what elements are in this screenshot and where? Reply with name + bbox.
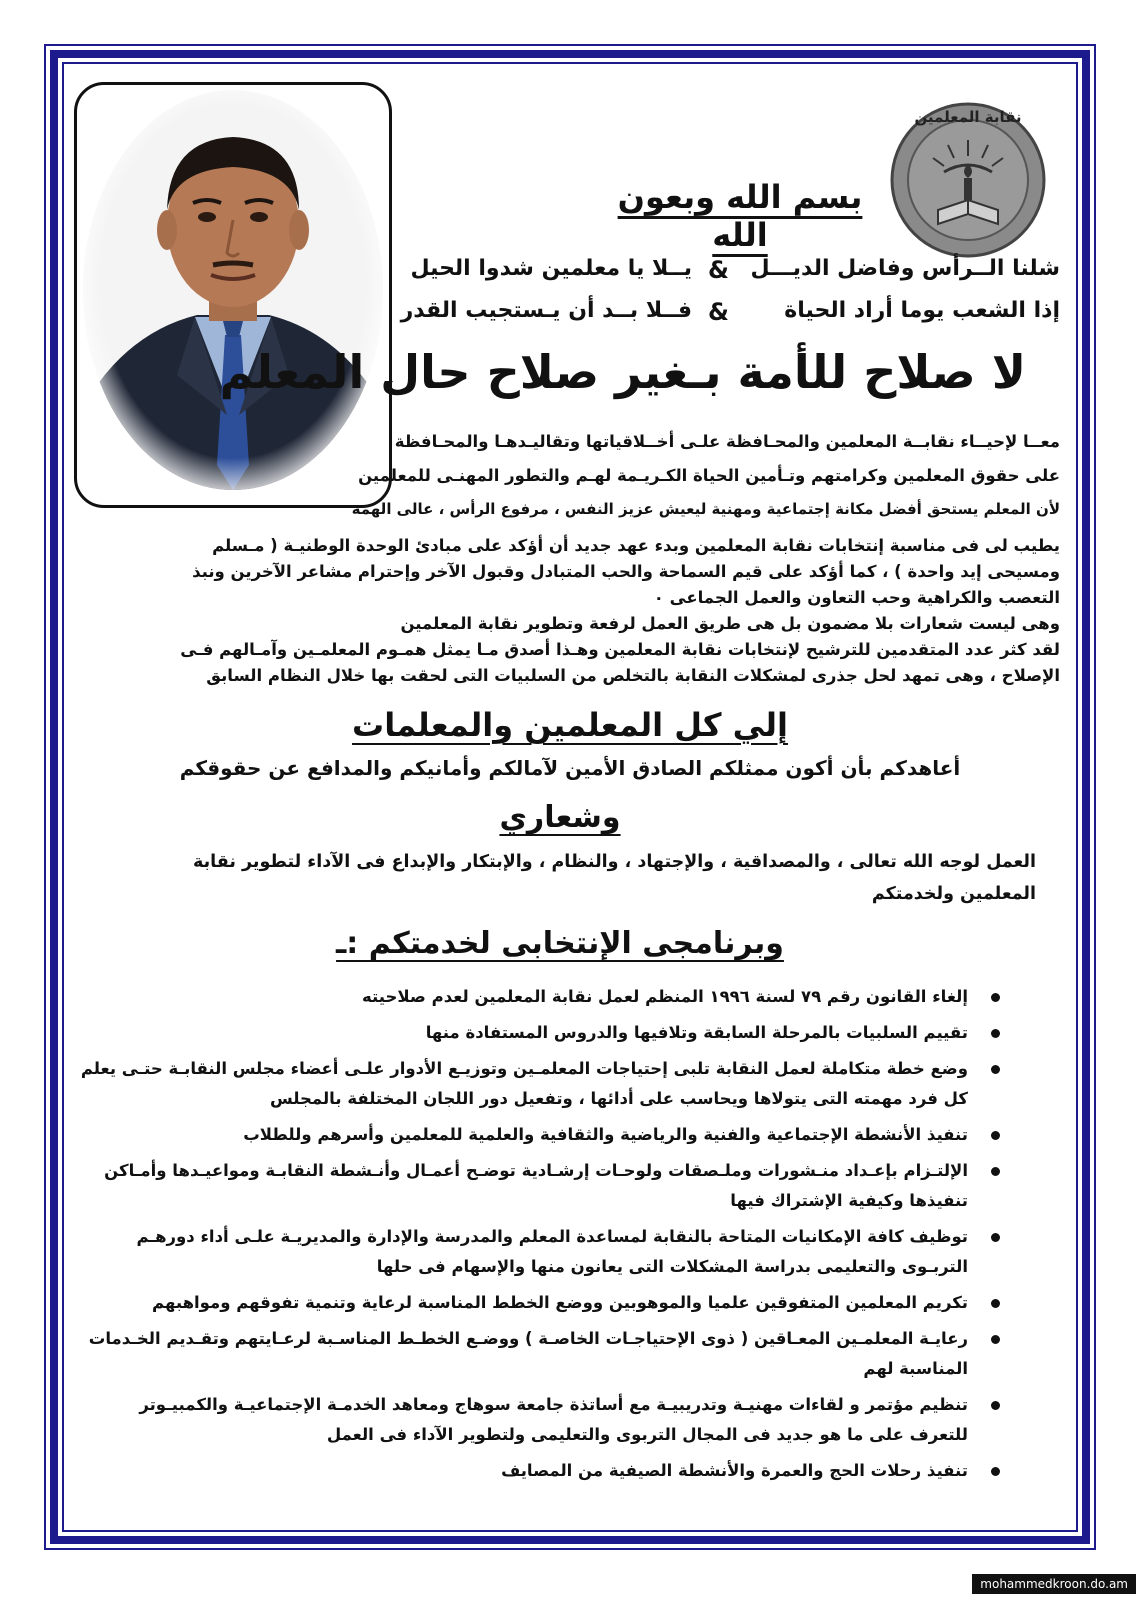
poem-line1-right: شلنا الــرأس وفاضل الديـــل [750, 256, 1060, 281]
intro-line-1: معــا لإحيــاء نقابــة المعلمين والمحـافظة علـى أخــلاقياتها وتقاليـدهـا والمحـافظة [394, 432, 1060, 451]
program-item: إلغاء القانون رقم ٧٩ لسنة ١٩٩٦ المنظم لعمل نقابة المعلمين لعدم صلاحيته [80, 982, 1006, 1012]
motto-line-2: المعلمين ولخدمتكم [871, 884, 1036, 904]
bullet-icon [991, 1335, 1000, 1344]
intro-line-2: على حقوق المعلمين وكرامتهم وتـأمين الحياة الكـريـمة لهـم والتطور المهنـى للمعلمين [358, 466, 1060, 485]
bullet-icon [991, 1401, 1000, 1410]
paragraph-line-4: وهى ليست شعارات بلا مضمون بل هى طريق العمل لرفعة وتطوير نقابة المعلمين [400, 614, 1060, 633]
program-heading: وبرنامجى الإنتخابى لخدمتكم :ـ [336, 926, 784, 961]
main-slogan: لا صلاح للأمة بـغير صلاح حال المعلم [219, 345, 1026, 399]
bullet-icon [991, 1467, 1000, 1476]
paragraph-line-6: الإصلاح ، وهى تمهد لحل جذرى لمشكلات النقابة بالتخلص من السلبيات التى لحقت بها خلال النظام السابق [206, 666, 1060, 685]
bullet-icon [991, 1131, 1000, 1140]
program-item: تقييم السلبيات بالمرحلة السابقة وتلافيها والدروس المستفادة منها [80, 1018, 1006, 1048]
program-item: رعايـة المعلمـين المعـاقين ( ذوى الإحتياجـات الخاصـة ) ووضـع الخطـط المناسـبة لرعـايتهم وتقـديم الخـدمات المناسبة لهم [80, 1324, 1006, 1384]
bullet-icon [991, 1233, 1000, 1242]
poem-line2-right: إذا الشعب يوما أراد الحياة [784, 298, 1060, 323]
paragraph-line-5: لقد كثر عدد المتقدمين للترشيح لإنتخابات نقابة المعلمين وهـذا أصدق مـا يمثل همـوم المعلمـين وآمـالهم فـى [180, 640, 1060, 659]
program-item: تكريم المعلمين المتفوقين علميا والموهوبين ووضع الخطط المناسبة لرعاية وتنمية تفوقهم ومواهبهم [80, 1288, 1006, 1318]
program-list [80, 982, 1006, 1492]
program-item: وضع خطة متكاملة لعمل النقابة تلبى إحتياجات المعلمـين وتوزيـع الأدوار علـى أعضاء مجلس النقابـة حتـى يعلم كل فرد مهمته التى يتولاها ويحاسب على أدائها ، وتفعيل دور اللجان المختلفة بالمجلس [80, 1054, 1006, 1114]
emblem-text: نقابة المعلمين [914, 108, 1022, 126]
candidate-photo-illustration [77, 85, 389, 505]
program-item: تنفيذ الأنشطة الإجتماعية والفنية والرياضية والثقافية والعلمية للمعلمين وأسرهم وللطلاب [80, 1120, 1006, 1150]
site-watermark: mohammedkroon.do.am [972, 1574, 1136, 1594]
to-all-teachers-heading: إلي كل المعلمين والمعلمات [352, 706, 788, 744]
motto-heading: وشعاري [499, 800, 621, 835]
poem-line1-left: يــلا يا معلمين شدوا الحيل [410, 256, 692, 281]
intro-line-3: لأن المعلم يستحق أفضل مكانة إجتماعية ومهنية ليعيش عزيز النفس ، مرفوع الرأس ، عالى الهمة [351, 500, 1060, 518]
bullet-icon [991, 1065, 1000, 1074]
bullet-icon [991, 1167, 1000, 1176]
bullet-icon [991, 1299, 1000, 1308]
candidate-portrait [74, 82, 392, 508]
poem-separator-2: & [708, 298, 729, 326]
teachers-syndicate-emblem [888, 100, 1048, 260]
promise-line: أعاهدكم بأن أكون ممثلكم الصادق الأمين لآمالكم وأمانيكم والمدافع عن حقوقكم [179, 756, 961, 780]
poem-separator-1: & [708, 256, 729, 284]
bullet-icon [991, 993, 1000, 1002]
program-item: توظيف كافة الإمكانيات المتاحة بالنقابة لمساعدة المعلم والمدرسة والإدارة والمديريـة علـى أداء دورهـم التربـوى والتعليمى بدراسة المشكلات التى يعانون منها والإسهام فى حلها [80, 1222, 1006, 1282]
basmala-heading: بسم الله وبعون الله [617, 178, 863, 254]
motto-line-1: العمل لوجه الله تعالى ، والمصداقية ، والإجتهاد ، والنظام ، والإبتكار والإبداع فى الآداء لتطوير نقابة [192, 852, 1036, 872]
program-item: تنفيذ رحلات الحج والعمرة والأنشطة الصيفية من المصايف [80, 1456, 1006, 1486]
bullet-icon [991, 1029, 1000, 1038]
paragraph-line-3: التعصب والكراهية وحب التعاون والعمل الجماعى ٠ [653, 588, 1060, 607]
paragraph-line-1: يطيب لى فى مناسبة إنتخابات نقابة المعلمين وبدء عهد جديد أن أؤكد على مبادئ الوحدة الوطنيـة ( مـسلم [212, 536, 1060, 555]
program-item: الإلتـزام بإعـداد منـشورات وملـصقات ولوحـات إرشـادية توضـح أعمـال وأنـشطة النقابـة ومواعيـدها وأمـاكن تنفيذها وكيفية الإشتراك فيها [80, 1156, 1006, 1216]
paragraph-line-2: ومسيحى إيد واحدة ) ، كما أؤكد على قيم السماحة والحب المتبادل وقبول الآخر وإحترام مشاعر الآخرين ونبذ [192, 562, 1060, 581]
program-item: تنظيم مؤتمر و لقاءات مهنيـة وتدريبيـة مع أساتذة جامعة سوهاج ومعاهد الخدمـة الإجتماعيـة والكمبيـوتر للتعرف على ما هو جديد فى المجال التربوى والتعليمى ولتطوير الآداء فى العمل [80, 1390, 1006, 1450]
poem-line2-left: فــلا بــد أن يـستجيب القدر [400, 298, 692, 323]
